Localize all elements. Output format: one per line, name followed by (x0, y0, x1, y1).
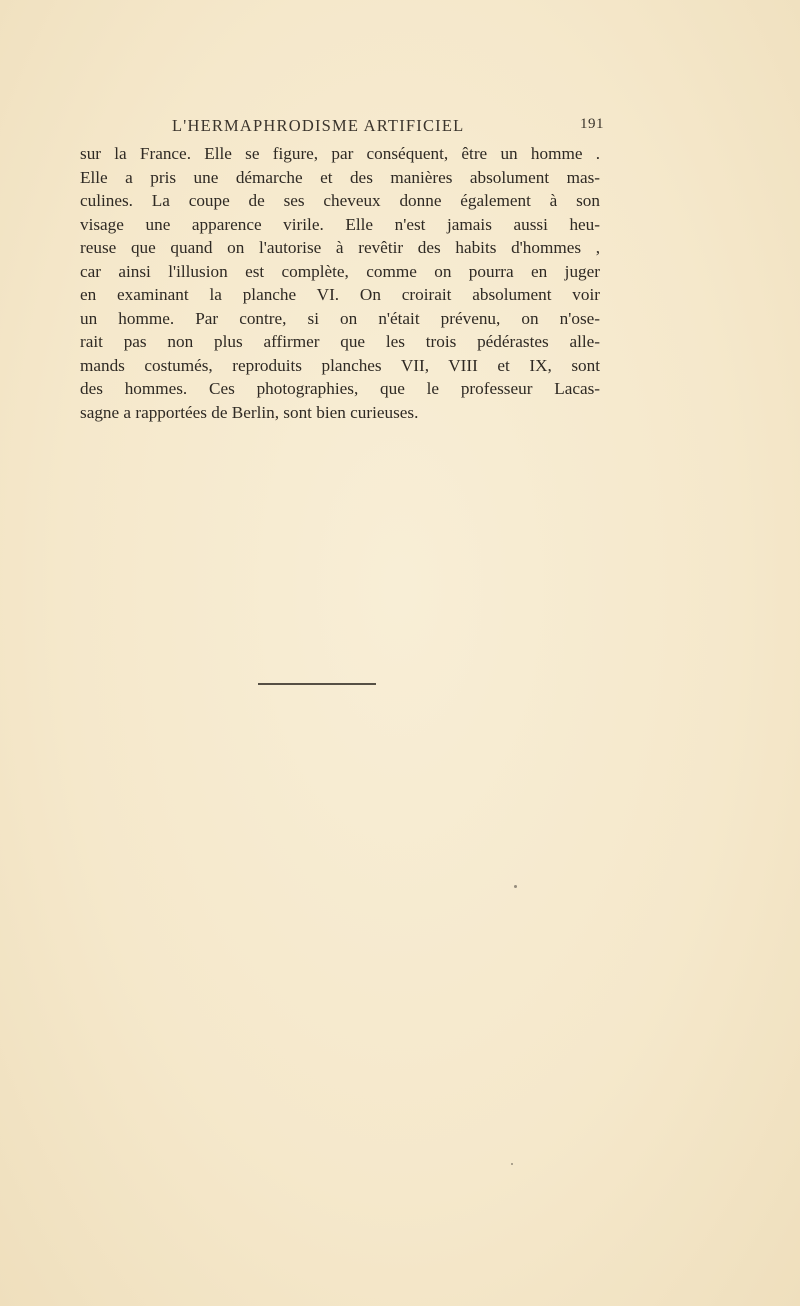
section-divider-rule (258, 683, 376, 685)
text-line: reuse que quand on l'autorise à revêtir des habits d'hommes , (80, 238, 600, 257)
page-header (172, 116, 604, 140)
body-paragraph (80, 142, 600, 424)
text-line: visage une apparence virile. Elle n'est jamais aussi heu- (80, 214, 600, 234)
text-line: sagne a rapportées de Berlin, sont bien curieuses. (80, 402, 419, 422)
page-number: 191 (580, 116, 604, 132)
text-line: car ainsi l'illusion est complète, comme on pourra en juger (80, 261, 600, 281)
text-line: des hommes. Ces photographies, que le professeur Lacas- (80, 379, 600, 398)
text-line: rait pas non plus affirmer que les trois pédérastes alle- (80, 332, 600, 351)
text-line: sur la France. Elle se figure, par conséquent, être un homme . (80, 144, 600, 163)
paper-speck (514, 885, 517, 888)
paper-speck (511, 1163, 513, 1165)
text-line: culines. La coupe de ses cheveux donne également à son (80, 191, 600, 210)
text-line: un homme. Par contre, si on n'était prévenu, on n'ose- (80, 308, 600, 328)
text-line: en examinant la planche VI. On croirait absolument voir (80, 285, 600, 304)
text-line: Elle a pris une démarche et des manières absolument mas- (80, 167, 600, 187)
text-line: mands costumés, reproduits planches VII, VIII et IX, sont (80, 355, 600, 375)
running-title: L'HERMAPHRODISME ARTIFICIEL (172, 116, 465, 135)
